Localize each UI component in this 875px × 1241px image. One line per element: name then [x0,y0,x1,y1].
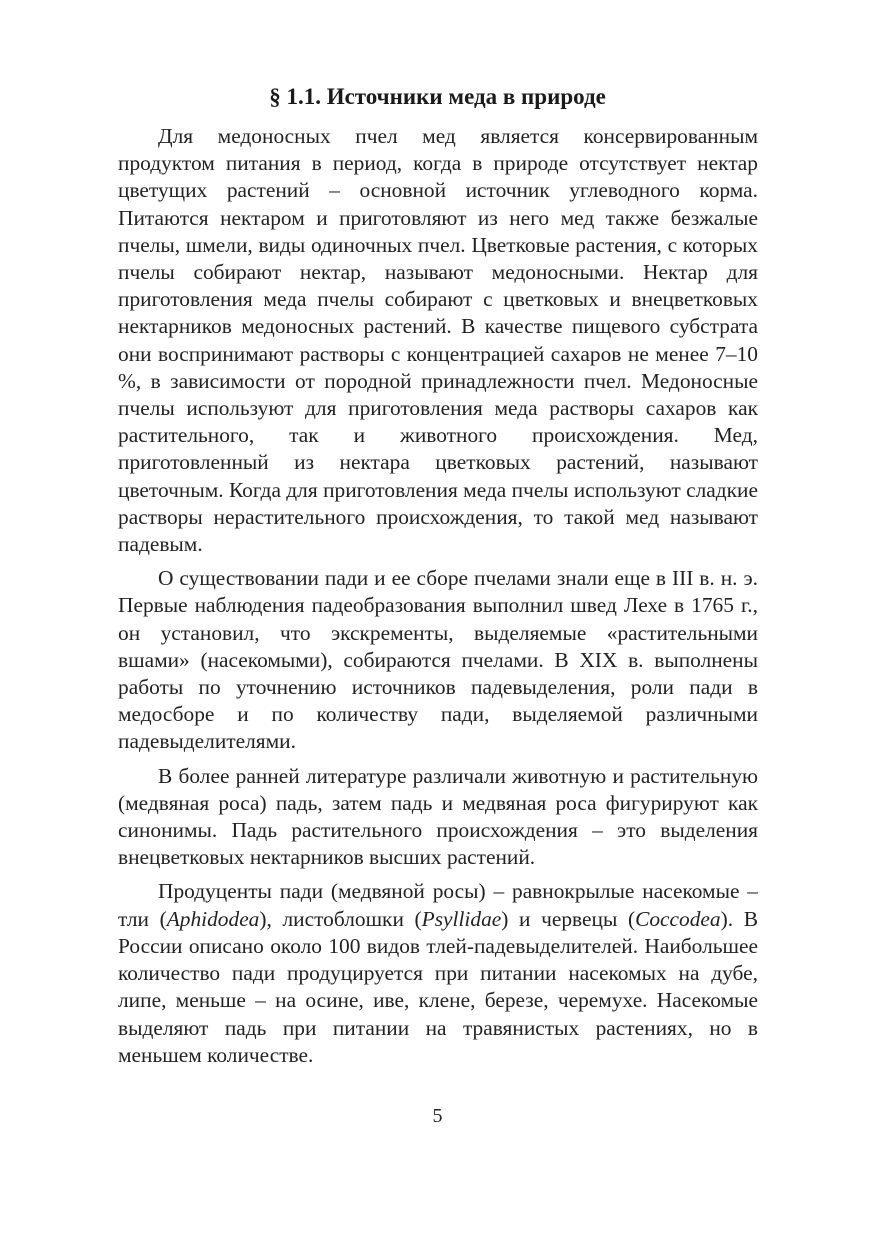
section-title: § 1.1. Источники меда в природе [269,84,606,109]
paragraph-4-text-d: ). В России описано около 100 видов тлей-падевыделителей. Наибольшее количество пади продуцируется при питании насекомых на дубе, липе, меньше – на осине, иве, клене, березе, черемухе. Насекомые выделяют падь при питании на травянистых растениях, но в меньшем количестве. [118,906,758,1067]
paragraph-1: Для медоносных пчел мед является консервированным продуктом питания в период, когда в природе отсутствует нектар цветущих растений – основной источник углеводного корма. Питаются нектаром и приготовляют из него мед также безжалые пчелы, шмели, виды одиночных пчел. Цветковые растения, с которых пчелы собирают нектар, называют медоносными. Нектар для приготовления меда пчелы собирают с цветковых и внецветковых нектарников медоносных растений. В качестве пищевого субстрата они воспринимают растворы с концентрацией сахаров не менее 7–10 %, в зависимости от породной принадлежности пчел. Медоносные пчелы используют для приготовления меда растворы сахаров как растительного, так и животного происхождения. Мед, приготовленный из нектара цветковых растений, называют цветочным. Когда для приготовления меда пчелы используют сладкие растворы нерастительного происхождения, то такой мед называют падевым. [118,124,758,557]
taxon-coccodea: Coccodea [635,906,721,931]
paragraph-4-text-a: Продуценты пади (медвяной росы) – равнокрылые насекомые – тли ( [118,879,758,931]
paragraph-4 [118,878,758,1068]
paragraph-2: О существовании пади и ее сборе пчелами знали еще в III в. н. э. Первые наблюдения падеобразования выполнил швед Лехе в 1765 г., он установил, что экскременты, выделяемые «растительными вшами» (насекомыми), собираются пчелами. В XIX в. выполнены работы по уточнению источников падевыделения, роли пади в медосборе и по количеству пади, выделяемой различными падевыделителями. [118,566,758,754]
page-number: 5 [432,1105,443,1127]
body-text [118,123,758,1076]
paragraph-3: В более ранней литературе различали животную и растительную (медвяная роса) падь, затем падь и медвяная роса фигурируют как синонимы. Падь растительного происхождения – это выделения внецветковых нектарников высших растений. [118,763,758,870]
taxon-psyllidae: Psyllidae [421,906,502,931]
taxon-aphidodea: Aphidodea [166,906,260,931]
paragraph-4-text-b: ), листоблошки ( [259,906,422,931]
paragraph-4-text-c: ) и червецы ( [501,906,636,931]
